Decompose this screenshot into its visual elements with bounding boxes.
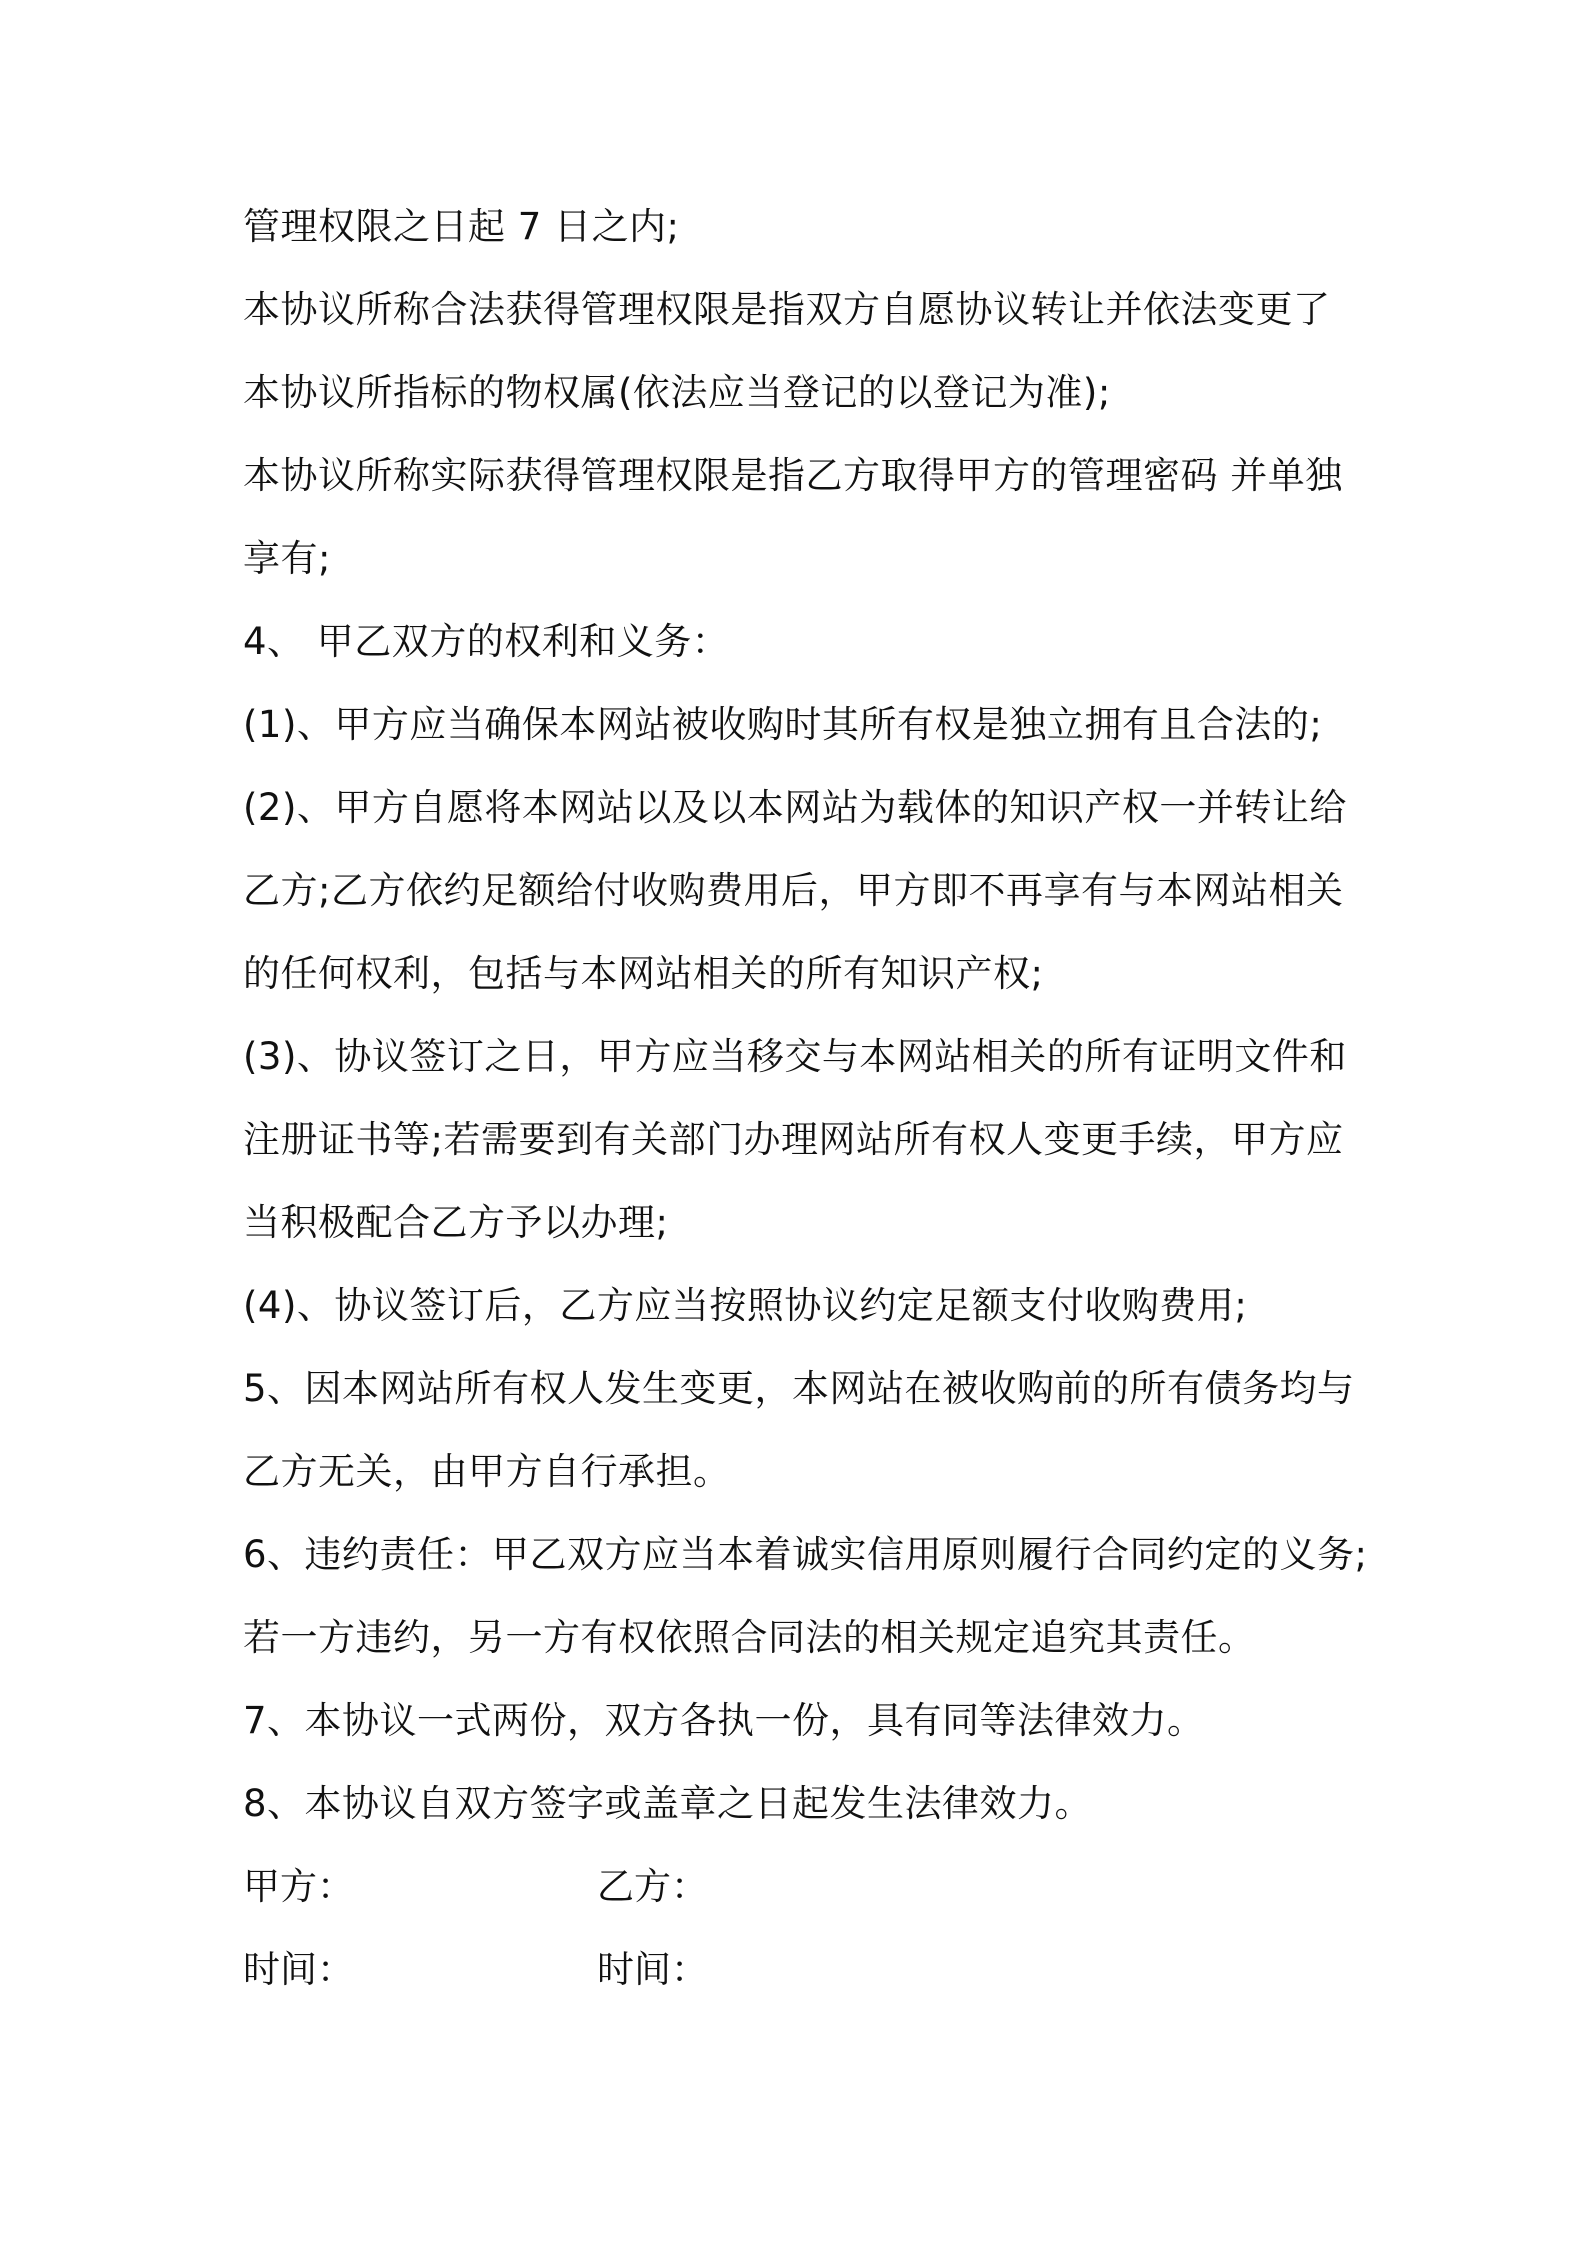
party-b-label: 乙方： (597, 1865, 708, 1908)
text-line: (3)、协议签订之日，甲方应当移交与本网站相关的所有证明文件和 (243, 1035, 1347, 1078)
text-line: 本协议所指标的物权属(依法应当登记的以登记为准); (243, 371, 1111, 414)
text-line: 若一方违约，另一方有权依照合同法的相关规定追究其责任。 (243, 1616, 1256, 1659)
party-a-label: 甲方： (243, 1865, 354, 1908)
text-line: 乙方无关，由甲方自行承担。 (243, 1450, 731, 1493)
section-heading: 4、 甲乙双方的权利和义务： (243, 620, 730, 663)
text-line: (4)、协议签订后，乙方应当按照协议约定足额支付收购费用; (243, 1284, 1248, 1327)
text-line: 8、本协议自双方签字或盖章之日起发生法律效力。 (243, 1782, 1093, 1825)
text-line: 6、违约责任：甲乙双方应当本着诚实信用原则履行合同约定的义务; (243, 1533, 1368, 1576)
text-line: (1)、甲方应当确保本网站被收购时其所有权是独立拥有且合法的; (243, 703, 1323, 746)
text-line: 当积极配合乙方予以办理; (243, 1201, 669, 1244)
text-line: 5、因本网站所有权人发生变更，本网站在被收购前的所有债务均与 (243, 1367, 1355, 1410)
text-line: 享有; (243, 537, 331, 580)
text-line: 本协议所称合法获得管理权限是指双方自愿协议转让并依法变更了 (243, 288, 1331, 331)
time-b-label: 时间： (597, 1948, 708, 1991)
time-a-label: 时间： (243, 1948, 354, 1991)
text-line: 7、本协议一式两份，双方各执一份，具有同等法律效力。 (243, 1699, 1205, 1742)
text-line: 的任何权利，包括与本网站相关的所有知识产权; (243, 952, 1044, 995)
text-line: 本协议所称实际获得管理权限是指乙方取得甲方的管理密码 并单独 (243, 454, 1343, 497)
text-line: 管理权限之日起 7 日之内; (243, 205, 680, 248)
text-line: 乙方;乙方依约足额给付收购费用后，甲方即不再享有与本网站相关 (243, 869, 1344, 912)
text-line: 注册证书等;若需要到有关部门办理网站所有权人变更手续，甲方应 (243, 1118, 1344, 1161)
text-line: (2)、甲方自愿将本网站以及以本网站为载体的知识产权一并转让给 (243, 786, 1347, 829)
